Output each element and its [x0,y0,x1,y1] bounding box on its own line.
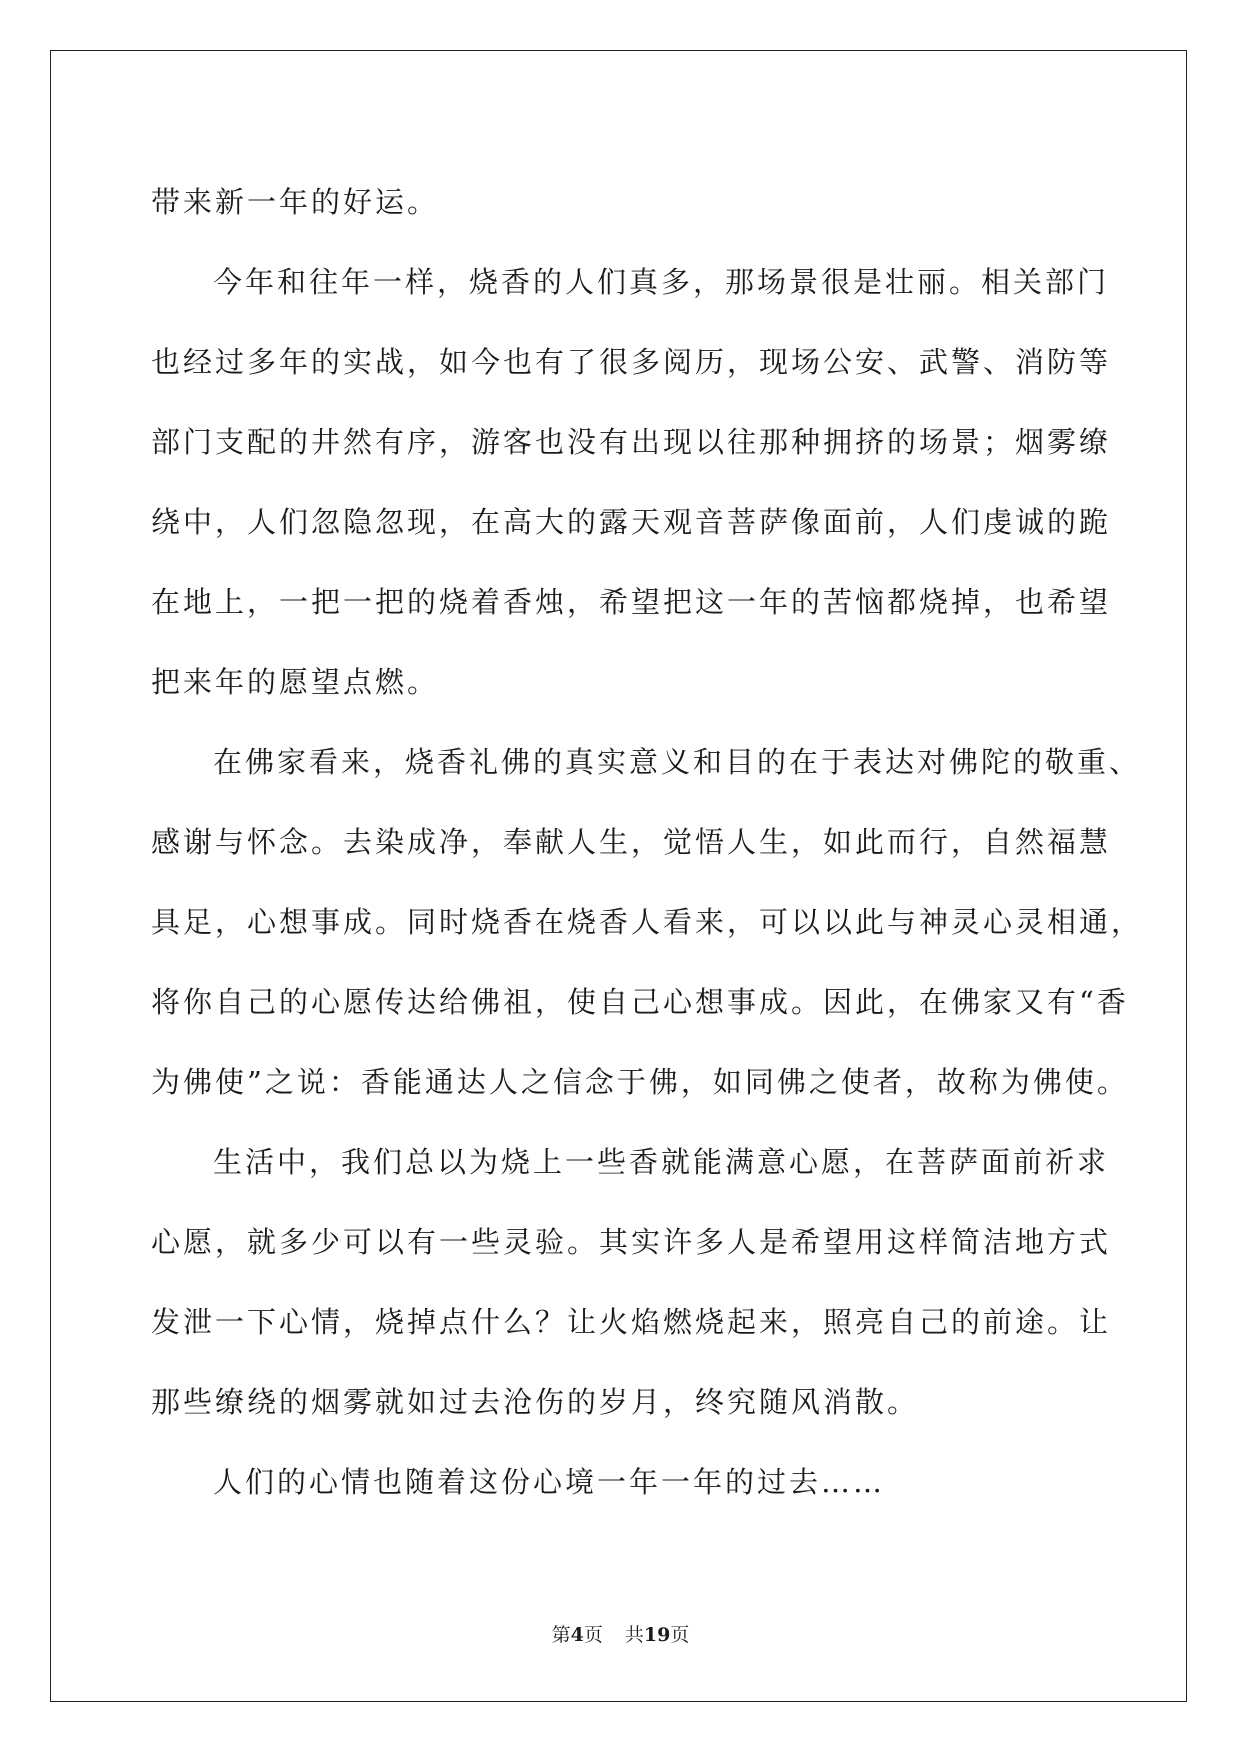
text-line: 带来新一年的好运。 [151,185,440,219]
text-line: 为佛使”之说：香能通达人之信念于佛，如同佛之使者，故称为佛使。 [151,1065,1129,1099]
page-footer [0,1620,1241,1647]
text-line: 部门支配的井然有序，游客也没有出现以往那种拥挤的场景；烟雾缭 [151,425,1112,459]
page-number: 4 [570,1624,584,1646]
text-line: 具足，心想事成。同时烧香在烧香人看来，可以以此与神灵心灵相通， [151,905,1144,939]
paragraph-start-line: 在佛家看来，烧香礼佛的真实意义和目的在于表达对佛陀的敬重、 [213,745,1142,779]
text-line: 把来年的愿望点燃。 [151,665,440,699]
text-line: 绕中，人们忽隐忽现，在高大的露天观音菩萨像面前，人们虔诚的跪 [151,505,1112,539]
paragraph-start-line: 生活中，我们总以为烧上一些香就能满意心愿，在菩萨面前祈求 [213,1145,1110,1179]
paragraph-start-line: 今年和往年一样，烧香的人们真多，那场景很是壮丽。相关部门 [213,265,1110,299]
text-line: 心愿，就多少可以有一些灵验。其实许多人是希望用这样简洁地方式 [151,1225,1112,1259]
text-line: 在地上，一把一把的烧着香烛，希望把这一年的苦恼都烧掉，也希望 [151,585,1112,619]
page-prefix: 第 [551,1624,571,1646]
total-pages: 19 [643,1624,671,1646]
page-suffix: 页 [583,1624,603,1646]
text-line: 发泄一下心情，烧掉点什么？让火焰燃烧起来，照亮自己的前途。让 [151,1305,1112,1339]
total-suffix: 页 [670,1624,690,1646]
text-line: 将你自己的心愿传达给佛祖，使自己心想事成。因此，在佛家又有“香 [151,985,1129,1019]
total-prefix: 共 [624,1624,644,1646]
text-line: 感谢与怀念。去染成净，奉献人生，觉悟人生，如此而行，自然福慧 [151,825,1112,859]
paragraph-start-line: 人们的心情也随着这份心境一年一年的过去…… [213,1465,886,1499]
text-line: 那些缭绕的烟雾就如过去沧伤的岁月，终究随风消散。 [151,1385,920,1419]
text-line: 也经过多年的实战，如今也有了很多阅历，现场公安、武警、消防等 [151,345,1112,379]
document-body [151,162,1144,1522]
